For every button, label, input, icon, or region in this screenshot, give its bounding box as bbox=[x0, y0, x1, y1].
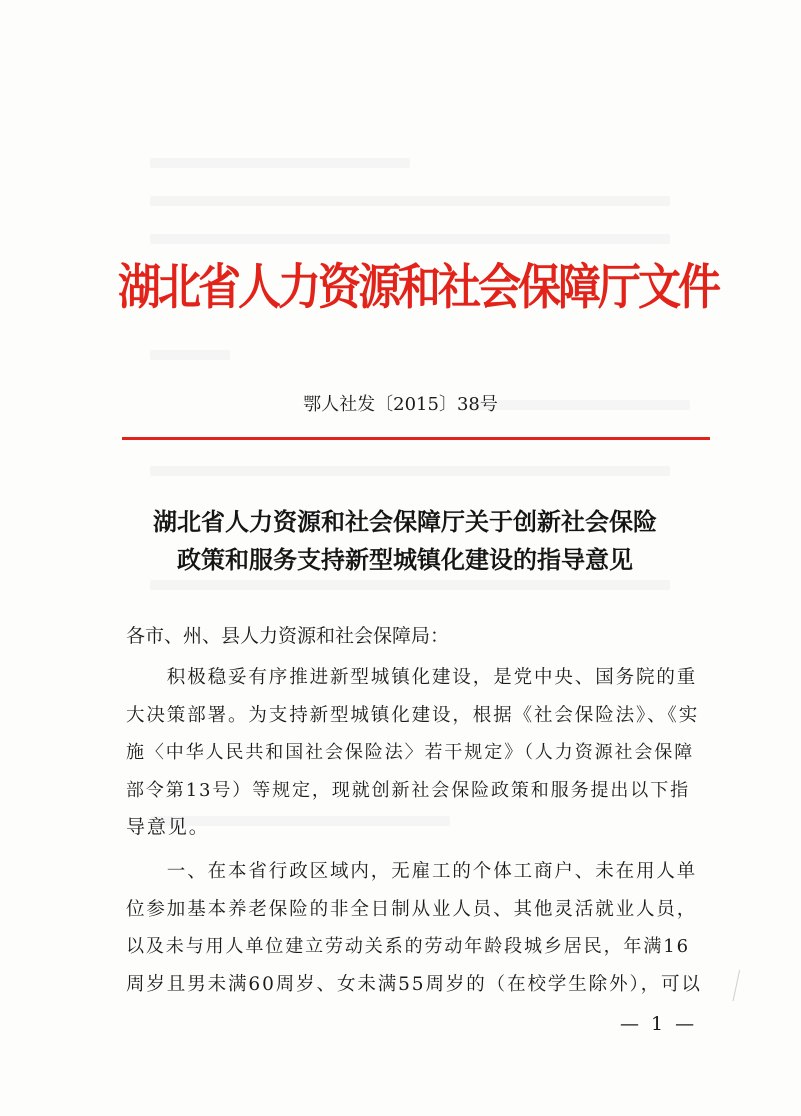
red-separator-line bbox=[122, 437, 710, 440]
document-header: 湖北省人力资源和社会保障厅文件 bbox=[118, 260, 718, 316]
addressee: 各市、州、县人力资源和社会保障局： bbox=[126, 625, 450, 647]
paragraph-line: 周岁且男未满60周岁、女未满55周岁的（在校学生除外），可以 bbox=[126, 973, 702, 995]
bleed-through-mark bbox=[150, 466, 670, 476]
scan-edge-mark bbox=[719, 967, 740, 1001]
paragraph-line: 一、在本省行政区域内，无雇工的个体工商户、未在用人单 bbox=[126, 861, 698, 882]
paragraph-line: 以及未与用人单位建立劳动关系的劳动年龄段城乡居民，年满16 bbox=[126, 936, 691, 957]
document-title-line: 政策和服务支持新型城镇化建设的指导意见 bbox=[177, 546, 633, 574]
paragraph-line: 导意见。 bbox=[126, 816, 210, 838]
paragraph-line: 部令第13号）等规定，现就创新社会保险政策和服务提出以下指 bbox=[126, 779, 691, 801]
body-paragraph-1 bbox=[126, 659, 702, 847]
document-title bbox=[100, 503, 710, 579]
bleed-through-mark bbox=[150, 580, 670, 590]
paragraph-line: 大决策部署。为支持新型城镇化建设，根据《社会保险法》、《实 bbox=[126, 704, 700, 726]
body-paragraph-2 bbox=[126, 853, 702, 1003]
paragraph-line: 位参加基本养老保险的非全日制从业人员、其他灵活就业人员， bbox=[126, 898, 698, 920]
paragraph-line: 积极稳妥有序推进新型城镇化建设，是党中央、国务院的重 bbox=[126, 667, 698, 688]
document-number: 鄂人社发〔2015〕38号 bbox=[303, 394, 498, 415]
document-title-line: 湖北省人力资源和社会保障厅关于创新社会保险 bbox=[153, 508, 657, 536]
bleed-through-mark bbox=[150, 350, 230, 360]
paragraph-line: 施〈中华人民共和国社会保险法〉若干规定》（人力资源社会保障 bbox=[126, 742, 695, 763]
bleed-through-mark bbox=[150, 196, 670, 206]
bleed-through-mark bbox=[150, 158, 410, 168]
page-number: — 1 — bbox=[620, 1013, 698, 1035]
